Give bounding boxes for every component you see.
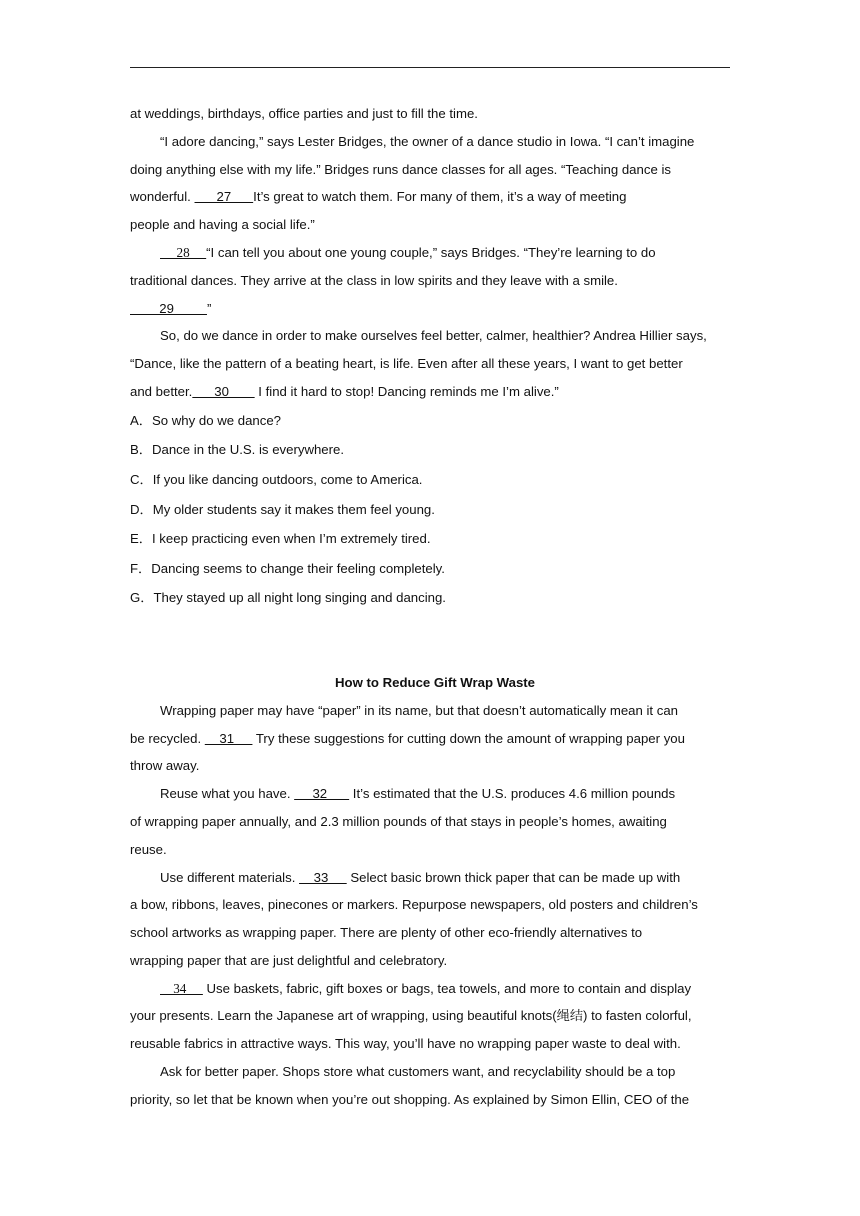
option-f: F．Dancing seems to change their feeling completely.: [130, 560, 445, 576]
blank-33[interactable]: 33: [299, 869, 347, 885]
article-title: How to Reduce Gift Wrap Waste: [334, 674, 536, 690]
paragraph-line: wrapping paper that are just delightful and celebratory.: [130, 952, 448, 968]
option-b: B．Dance in the U.S. is everywhere.: [130, 442, 345, 458]
paragraph-line: school artworks as wrapping paper. There are plenty of other eco-friendly alternatives to: [130, 925, 643, 941]
blank-32[interactable]: 32: [294, 786, 350, 802]
paragraph-line: reusable fabrics in attractive ways. This way, you’ll have no wrapping paper waste to deal with.: [130, 1036, 681, 1052]
paragraph-line: “I adore dancing,” says Lester Bridges, the owner of a dance studio in Iowa. “I can’t imagine: [160, 133, 695, 149]
header-rule: [130, 67, 730, 68]
blank-34[interactable]: 34: [160, 980, 203, 996]
paragraph-line: So, do we dance in order to make ourselves feel better, calmer, healthier? Andrea Hillier says,: [160, 328, 707, 344]
option-c: C．If you like dancing outdoors, come to America.: [130, 471, 423, 487]
paragraph-line: Wrapping paper may have “paper” in its name, but that doesn’t automatically mean it can: [160, 702, 679, 718]
option-g: G．They stayed up all night long singing and dancing.: [130, 590, 446, 606]
paragraph-line: of wrapping paper annually, and 2.3 million pounds of that stays in people’s homes, awaiting: [130, 813, 667, 829]
blank-29[interactable]: 29: [130, 300, 207, 316]
paragraph-line: traditional dances. They arrive at the class in low spirits and they leave with a smile.: [130, 272, 618, 288]
blank-28[interactable]: 28: [160, 244, 207, 260]
option-e: E．I keep practicing even when I’m extremely tired.: [130, 531, 431, 547]
paragraph-line: a bow, ribbons, leaves, pinecones or markers. Repurpose newspapers, old posters and children’s: [130, 897, 698, 913]
paragraph-line: priority, so let that be known when you’re out shopping. As explained by Simon Ellin, CEO of the: [130, 1091, 690, 1107]
paragraph-line: doing anything else with my life.” Bridges runs dance classes for all ages. “Teaching dance is: [130, 161, 671, 177]
paragraph-line: wonderful. 27 It’s great to watch them. For many of them, it’s a way of meeting: [130, 189, 627, 205]
blank-27[interactable]: 27: [194, 189, 254, 205]
document-body: [130, 100, 740, 1114]
paragraph-line: people and having a social life.”: [130, 217, 315, 233]
paragraph-line: at weddings, birthdays, office parties and just to fill the time.: [130, 106, 478, 121]
paragraph-line: Reuse what you have. 32 It’s estimated that the U.S. produces 4.6 million pounds: [160, 786, 676, 802]
paragraph-line: your presents. Learn the Japanese art of wrapping, using beautiful knots(绳结) to fasten colorful,: [130, 1008, 692, 1024]
option-a: A．So why do we dance?: [130, 412, 282, 428]
section-gap: [130, 613, 740, 669]
option-d: D．My older students say it makes them feel young.: [130, 501, 435, 517]
paragraph-line: throw away.: [130, 758, 200, 774]
blank-30[interactable]: 30: [192, 383, 255, 399]
paragraph-line: Ask for better paper. Shops store what customers want, and recyclability should be a top: [160, 1064, 676, 1080]
blank-31[interactable]: 31: [204, 730, 253, 746]
paragraph-line: 34 Use baskets, fabric, gift boxes or bags, tea towels, and more to contain and display: [160, 980, 692, 996]
paragraph-line: Use different materials. 33 Select basic brown thick paper that can be made up with: [160, 869, 681, 885]
paragraph-line: and better. 30 I find it hard to stop! Dancing reminds me I’m alive.”: [130, 383, 559, 399]
paragraph-line: be recycled. 31 Try these suggestions for cutting down the amount of wrapping paper you: [130, 730, 685, 746]
chinese-gloss: 绳结: [556, 1008, 584, 1024]
paragraph-line: 28 “I can tell you about one young couple,” says Bridges. “They’re learning to do: [160, 244, 656, 260]
paragraph-line: “Dance, like the pattern of a beating heart, is life. Even after all these years, I want to get better: [130, 356, 683, 372]
paragraph-line: reuse.: [130, 841, 167, 857]
paragraph-line: 29 ”: [130, 300, 212, 316]
